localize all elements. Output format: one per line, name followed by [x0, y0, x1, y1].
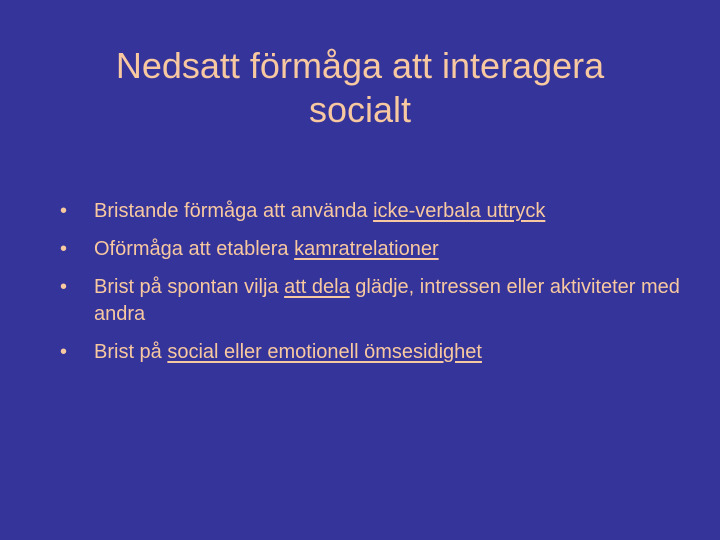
- bullet-text: Brist på: [94, 341, 168, 363]
- bullet-link[interactable]: kamratrelationer: [294, 238, 439, 260]
- bullet-item: [60, 339, 680, 366]
- bullet-item: [60, 198, 680, 225]
- bullet-dot: •: [60, 276, 68, 298]
- bullet-text: Oförmåga att etablera: [94, 238, 295, 260]
- bullet-text: Brist på spontan vilja: [94, 276, 285, 298]
- bullet-text: Bristande förmåga att använda: [94, 200, 374, 222]
- slide-title: [40, 44, 680, 132]
- bullet-item: [60, 236, 680, 263]
- title-line-1: Nedsatt förmåga att interagera: [115, 45, 605, 86]
- bullet-dot: •: [60, 238, 68, 260]
- bullet-dot: •: [60, 200, 68, 222]
- bullet-list: [60, 198, 680, 377]
- bullet-dot: •: [60, 341, 68, 363]
- bullet-item: [60, 274, 680, 328]
- bullet-text: glädje, intressen eller aktiviteter med andra: [94, 276, 680, 325]
- bullet-link[interactable]: att dela: [284, 276, 350, 298]
- title-line-2: socialt: [308, 89, 412, 130]
- bullet-link[interactable]: icke-verbala uttryck: [373, 200, 546, 222]
- bullet-link[interactable]: social eller emotionell ömsesidighet: [167, 341, 482, 363]
